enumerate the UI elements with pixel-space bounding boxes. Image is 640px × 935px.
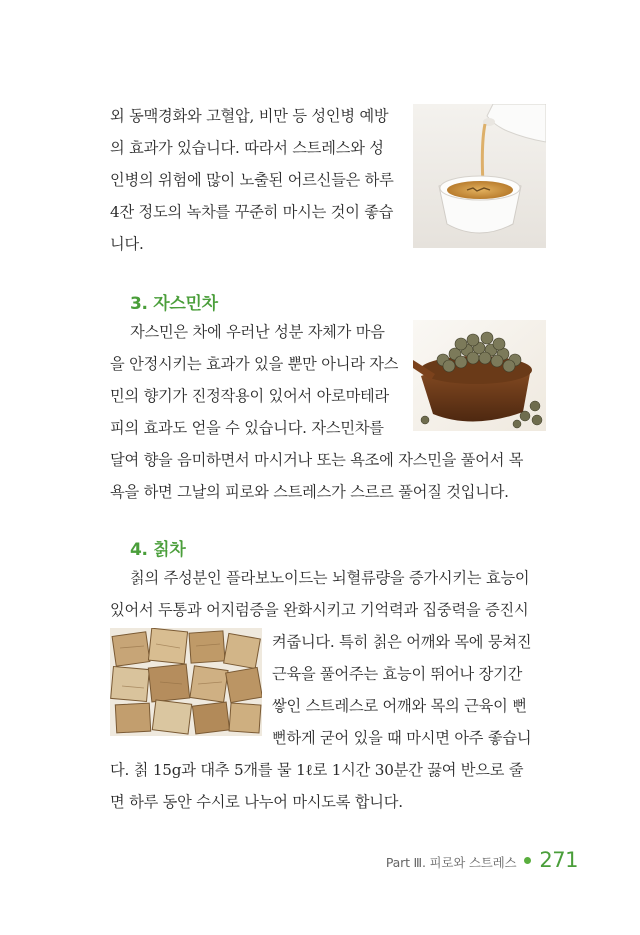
body-line: 켜줍니다. 특히 칡은 어깨와 목에 뭉쳐진 (272, 633, 532, 651)
body-line: 자스민은 차에 우러난 성분 자체가 마음 (130, 323, 385, 341)
body-line: 을 안정시키는 효과가 있을 뿐만 아니라 자스 (110, 355, 399, 373)
body-line: 근육을 풀어주는 효능이 뛰어나 장기간 (272, 665, 523, 683)
page-footer (386, 848, 578, 872)
body-line: 피의 효과도 얻을 수 있습니다. 자스민차를 (110, 419, 384, 437)
arrowroot-photo (110, 628, 262, 736)
body-line: 다. 칡 15g과 대추 5개를 물 1ℓ로 1시간 30분간 끓여 반으로 줄 (110, 761, 524, 779)
body-line: 외 동맥경화와 고혈압, 비만 등 성인병 예방 (110, 107, 389, 125)
body-line: 쌓인 스트레스로 어깨와 목의 근육이 뻔 (272, 697, 527, 715)
part-label: Part Ⅲ. 피로와 스트레스 (385, 855, 517, 870)
body-line: 욕을 하면 그날의 피로와 스트레스가 스르르 풀어질 것입니다. (110, 483, 509, 501)
body-line: 칡의 주성분인 플라보노이드는 뇌혈류량을 증가시키는 효능이 (130, 569, 530, 587)
section-title-jasmine: 3. 자스민차 (130, 294, 218, 314)
body-line: 4잔 정도의 녹차를 꾸준히 마시는 것이 좋습 (110, 203, 394, 221)
body-line: 의 효과가 있습니다. 따라서 스트레스와 성 (110, 139, 384, 157)
body-line: 있어서 두통과 어지럼증을 완화시키고 기억력과 집중력을 증진시 (110, 601, 529, 619)
body-line: 인병의 위험에 많이 노출된 어르신들은 하루 (110, 171, 394, 189)
body-line: 면 하루 동안 수시로 나누어 마시도록 합니다. (110, 793, 403, 811)
body-line: 민의 향기가 진정작용이 있어서 아로마테라 (110, 387, 389, 405)
body-line: 니다. (110, 235, 144, 253)
jasmine-tea-photo (413, 320, 546, 431)
body-line: 뻔하게 굳어 있을 때 마시면 아주 좋습니 (272, 729, 532, 747)
green-tea-photo (413, 104, 546, 248)
body-line: 달여 향을 음미하면서 마시거나 또는 욕조에 자스민을 풀어서 목 (110, 451, 524, 469)
bullet-dot-icon (524, 857, 531, 864)
section-title-arrowroot: 4. 칡차 (130, 540, 186, 560)
page-number: 271 (539, 848, 578, 872)
